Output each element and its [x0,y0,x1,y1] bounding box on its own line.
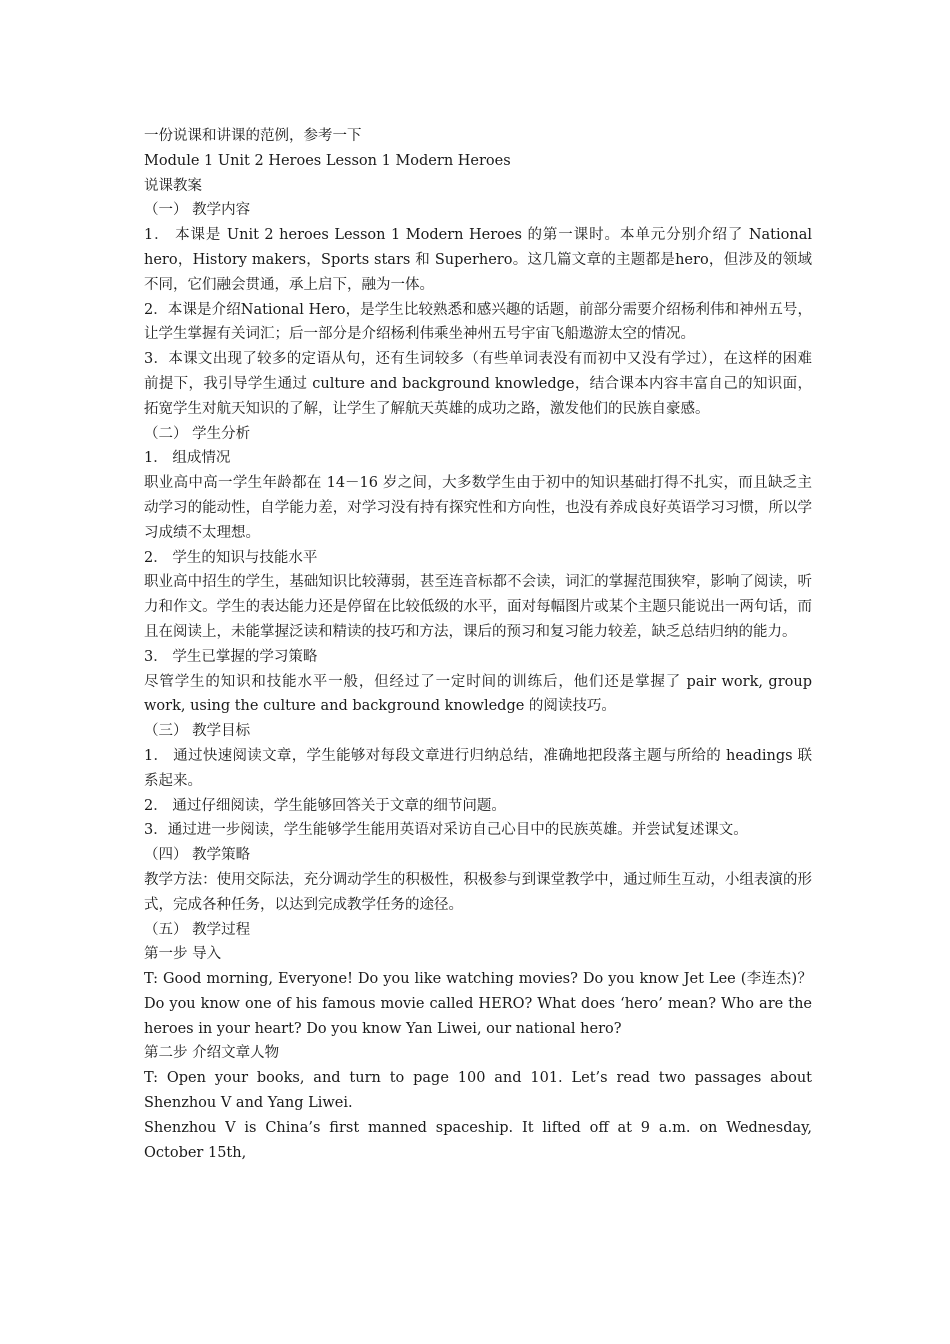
section-heading-student-analysis: （二） 学生分析 [144,425,251,442]
paragraph-content-3: 3．本课文出现了较多的定语从句，还有生词较多（有些单词表没有而初中又没有学过），在这样的困难前提下，我引导学生通过 culture and background knowledge，结合课本内容丰富自己的知识面，拓宽学生对航天知识的了解，让学生了解航天英雄的成功之路，激发他们的民族自豪感。 [144,351,812,417]
paragraph-knowledge-level: 职业高中招生的学生，基础知识比较薄弱，甚至连音标都不会读，词汇的掌握范围狭窄，影响了阅读，听力和作文。学生的表达能力还是停留在比较低级的水平，面对每幅图片或某个主题只能说出一两句话，而且在阅读上，未能掌握泛读和精读的技巧和方法，课后的预习和复习能力较差，缺乏总结归纳的能力。 [144,574,812,640]
paragraph-step-1: T: Good morning, Everyone! Do you like watching movies? Do you know Jet Lee (李连杰)？Do you know one of his famous movie called HERO? What does ‘hero’ mean? Who are the heroes in your heart? Do you know Yan Liwei, our national hero? [144,971,812,1037]
paragraph-content-2: 2．本课是介绍National Hero，是学生比较熟悉和感兴趣的话题，前部分需要介绍杨利伟和神州五号，让学生掌握有关词汇；后一部分是介绍杨利伟乘坐神州五号宇宙飞船遨游太空的情况。 [144,301,812,343]
subheading-learning-strategies: 3． 学生已掌握的学习策略 [144,648,318,665]
paragraph-step-2: T: Open your books, and turn to page 100 and 101. Let’s read two passages about Shenzhou V and Yang Liwei. [144,1070,812,1112]
section-heading-teaching-goals: （三） 教学目标 [144,723,251,740]
paragraph-shenzhou: Shenzhou V is China’s first manned spaceship. It lifted off at 9 a.m. on Wednesday, October 15th, [144,1119,812,1161]
paragraph-learning-strategies: 尽管学生的知识和技能水平一般，但经过了一定时间的训练后，他们还是掌握了 pair work, group work, using the culture and background knowledge 的阅读技巧。 [144,673,812,715]
document-subtitle: 说课教案 [144,177,202,194]
lesson-title: Module 1 Unit 2 Heroes Lesson 1 Modern Heroes [144,152,511,169]
step-heading-2: 第二步 介绍文章人物 [144,1045,280,1062]
paragraph-composition: 职业高中高一学生年龄都在 14－16 岁之间，大多数学生由于初中的知识基础打得不扎实，而且缺乏主动学习的能动性，自学能力差，对学习没有持有探究性和方向性，也没有养成良好英语学习习惯，所以学习成绩不太理想。 [144,475,812,541]
goal-item-2: 2． 通过仔细阅读，学生能够回答关于文章的细节问题。 [144,797,506,814]
section-heading-teaching-content: （一） 教学内容 [144,202,251,219]
section-heading-teaching-process: （五） 教学过程 [144,921,251,938]
document-body [144,124,812,1165]
subheading-knowledge-level: 2． 学生的知识与技能水平 [144,549,318,566]
goal-item-3: 3．通过进一步阅读，学生能够学生能用英语对采访自己心目中的民族英雄。并尝试复述课文。 [144,822,748,839]
paragraph-teaching-method: 教学方法：使用交际法，充分调动学生的积极性，积极参与到课堂教学中，通过师生互动，小组表演的形式，完成各种任务，以达到完成教学任务的途径。 [144,871,812,913]
section-heading-teaching-strategy: （四） 教学策略 [144,847,251,864]
goal-item-1: 1． 通过快速阅读文章，学生能够对每段文章进行归纳总结，准确地把段落主题与所给的 headings 联系起来。 [144,747,812,789]
subheading-composition: 1． 组成情况 [144,450,231,467]
document-intro-line: 一份说课和讲课的范例，参考一下 [144,128,362,144]
paragraph-content-1: 1． 本课是 Unit 2 heroes Lesson 1 Modern Heroes 的第一课时。本单元分别介绍了 National hero，History makers，Sports stars 和 Superhero。这几篇文章的主题都是hero，但涉及的领域不同，它们融会贯通，承上启下，融为一体。 [144,227,812,293]
step-heading-1: 第一步 导入 [144,946,222,963]
